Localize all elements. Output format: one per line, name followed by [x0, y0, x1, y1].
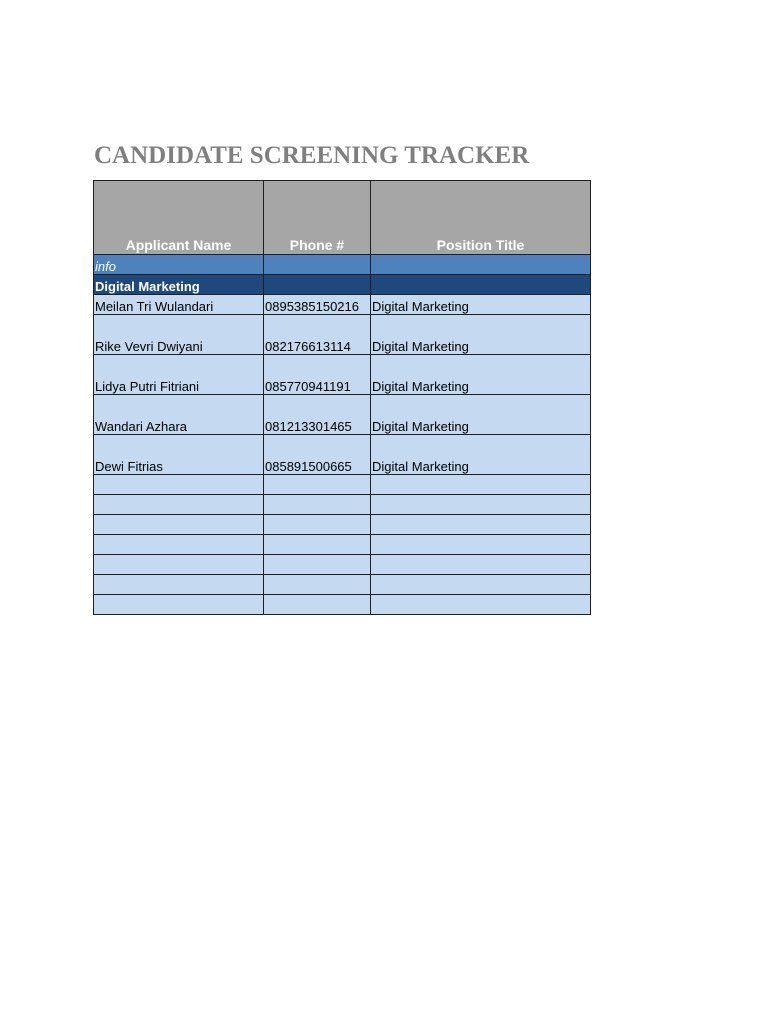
empty-cell[interactable] — [94, 575, 264, 595]
position-title-cell[interactable]: Digital Marketing — [371, 395, 591, 435]
info-row — [94, 255, 591, 275]
column-header-applicant-name[interactable]: Applicant Name — [94, 181, 264, 255]
empty-cell[interactable] — [371, 575, 591, 595]
empty-cell[interactable] — [94, 535, 264, 555]
empty-cell[interactable] — [264, 555, 371, 575]
empty-cell[interactable] — [264, 475, 371, 495]
empty-cell[interactable] — [94, 475, 264, 495]
page-title: CANDIDATE SCREENING TRACKER — [94, 142, 530, 169]
empty-table-row — [94, 475, 591, 495]
empty-cell[interactable] — [264, 515, 371, 535]
empty-table-row — [94, 575, 591, 595]
info-cell-empty[interactable] — [371, 255, 591, 275]
position-title-cell[interactable]: Digital Marketing — [371, 355, 591, 395]
table-row — [94, 295, 591, 315]
table-row — [94, 435, 591, 475]
empty-cell[interactable] — [94, 595, 264, 615]
phone-cell[interactable]: 081213301465 — [264, 395, 371, 435]
group-row — [94, 275, 591, 295]
applicant-name-cell[interactable]: Lidya Putri Fitriani — [94, 355, 264, 395]
empty-cell[interactable] — [371, 495, 591, 515]
info-cell[interactable]: info — [94, 255, 264, 275]
empty-cell[interactable] — [94, 515, 264, 535]
applicant-name-cell[interactable]: Wandari Azhara — [94, 395, 264, 435]
position-title-cell[interactable]: Digital Marketing — [371, 315, 591, 355]
empty-cell[interactable] — [264, 575, 371, 595]
empty-table-row — [94, 515, 591, 535]
empty-cell[interactable] — [94, 495, 264, 515]
empty-cell[interactable] — [94, 555, 264, 575]
empty-cell[interactable] — [371, 555, 591, 575]
applicant-name-cell[interactable]: Rike Vevri Dwiyani — [94, 315, 264, 355]
phone-cell[interactable]: 0895385150216 — [264, 295, 371, 315]
group-cell-empty[interactable] — [371, 275, 591, 295]
phone-cell[interactable]: 082176613114 — [264, 315, 371, 355]
phone-cell[interactable]: 085891500665 — [264, 435, 371, 475]
empty-cell[interactable] — [264, 535, 371, 555]
column-header-phone[interactable]: Phone # — [264, 181, 371, 255]
empty-cell[interactable] — [371, 595, 591, 615]
empty-cell[interactable] — [264, 495, 371, 515]
applicant-name-cell[interactable]: Meilan Tri Wulandari — [94, 295, 264, 315]
group-cell[interactable]: Digital Marketing — [94, 275, 264, 295]
empty-table-row — [94, 535, 591, 555]
candidate-table — [93, 180, 591, 615]
applicant-name-cell[interactable]: Dewi Fitrias — [94, 435, 264, 475]
position-title-cell[interactable]: Digital Marketing — [371, 435, 591, 475]
table-row — [94, 355, 591, 395]
empty-table-row — [94, 555, 591, 575]
empty-cell[interactable] — [371, 535, 591, 555]
info-cell-empty[interactable] — [264, 255, 371, 275]
position-title-cell[interactable]: Digital Marketing — [371, 295, 591, 315]
empty-cell[interactable] — [371, 475, 591, 495]
table-row — [94, 315, 591, 355]
empty-table-row — [94, 595, 591, 615]
table-header-row — [94, 181, 591, 255]
table-row — [94, 395, 591, 435]
group-cell-empty[interactable] — [264, 275, 371, 295]
empty-table-row — [94, 495, 591, 515]
empty-cell[interactable] — [264, 595, 371, 615]
phone-cell[interactable]: 085770941191 — [264, 355, 371, 395]
empty-cell[interactable] — [371, 515, 591, 535]
empty-rows — [94, 475, 591, 615]
column-header-position-title[interactable]: Position Title — [371, 181, 591, 255]
